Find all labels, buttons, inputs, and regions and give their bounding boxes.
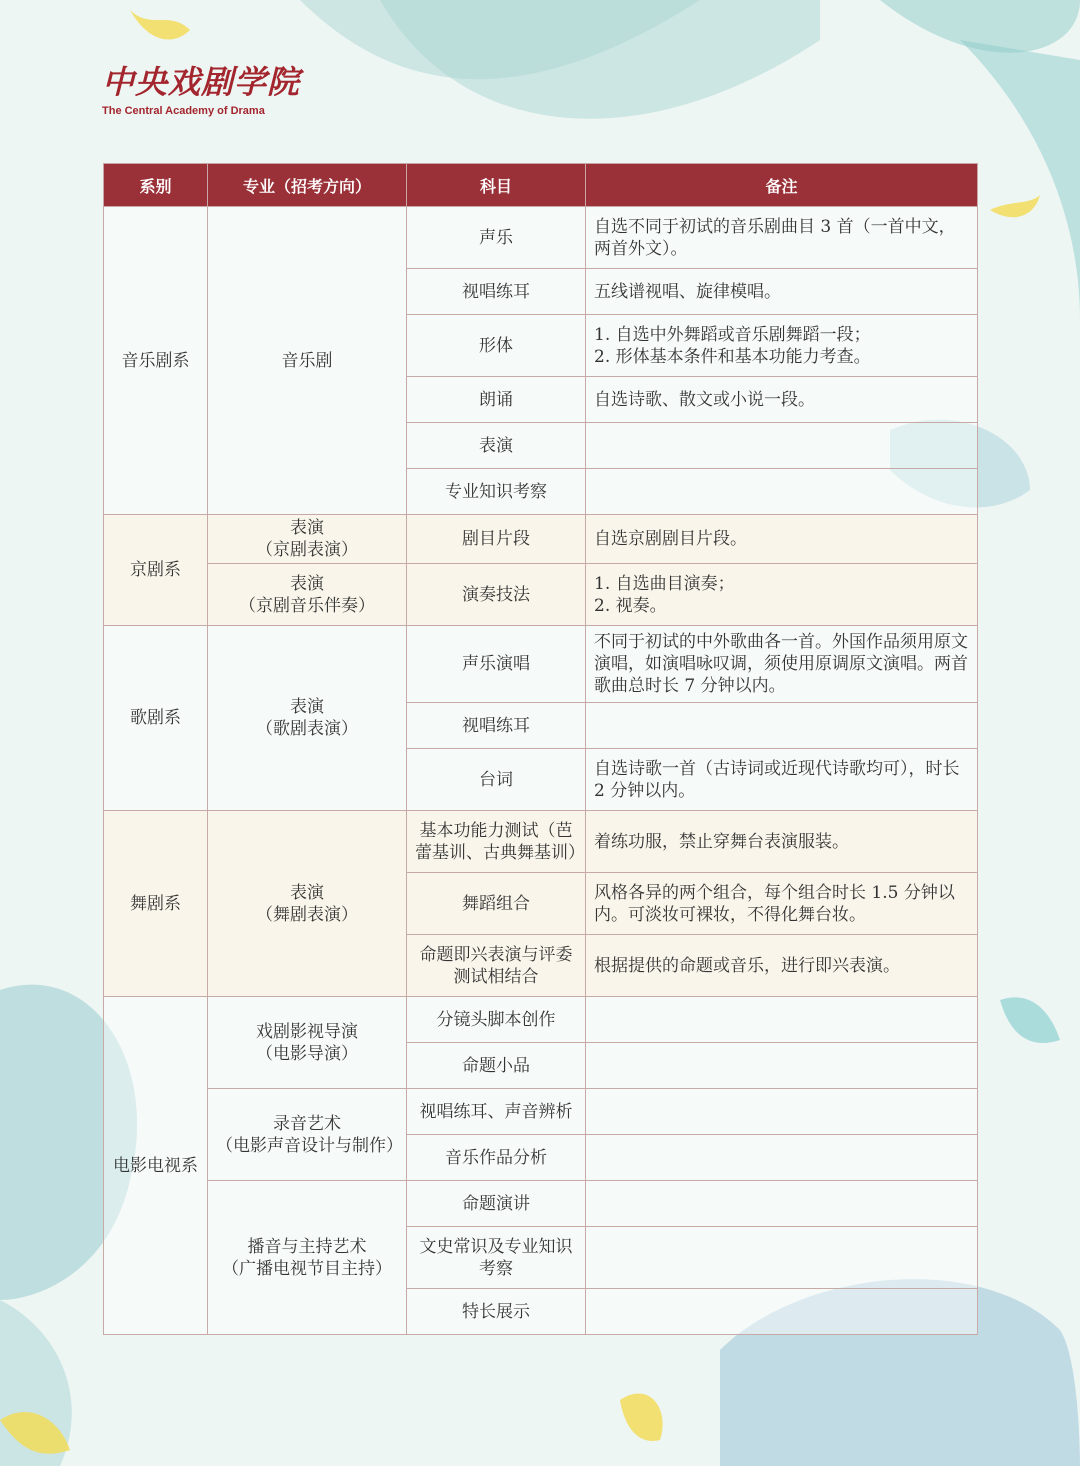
subject-cell: 命题演讲 (407, 1181, 586, 1227)
major-cell: 表演 （舞剧表演） (208, 811, 407, 997)
note-cell (586, 997, 978, 1043)
department-cell: 京剧系 (104, 515, 208, 626)
major-cell: 表演 （京剧音乐伴奏） (208, 564, 407, 626)
note-cell (586, 1043, 978, 1089)
department-cell: 音乐剧系 (104, 207, 208, 515)
header-department: 系别 (104, 164, 208, 207)
table-row (104, 515, 978, 564)
table-row (104, 1181, 978, 1227)
subject-cell: 舞蹈组合 (407, 873, 586, 935)
subject-cell: 文史常识及专业知识考察 (407, 1227, 586, 1289)
subject-cell: 视唱练耳 (407, 269, 586, 315)
table-header-row (104, 164, 978, 207)
department-cell: 歌剧系 (104, 626, 208, 811)
table-row (104, 1089, 978, 1135)
subject-cell: 音乐作品分析 (407, 1135, 586, 1181)
subject-cell: 分镜头脚本创作 (407, 997, 586, 1043)
table-row (104, 997, 978, 1043)
header-subject: 科目 (407, 164, 586, 207)
subject-cell: 剧目片段 (407, 515, 586, 564)
header-note: 备注 (586, 164, 978, 207)
note-cell (586, 703, 978, 749)
subject-cell: 视唱练耳 (407, 703, 586, 749)
major-cell: 表演 （京剧表演） (208, 515, 407, 564)
table-row (104, 564, 978, 626)
subject-cell: 声乐 (407, 207, 586, 269)
note-cell: 着练功服，禁止穿舞台表演服装。 (586, 811, 978, 873)
note-cell (586, 1089, 978, 1135)
major-cell: 播音与主持艺术 （广播电视节目主持） (208, 1181, 407, 1335)
logo-name-en: The Central Academy of Drama (102, 105, 265, 117)
note-cell (586, 469, 978, 515)
major-cell: 音乐剧 (208, 207, 407, 515)
subject-cell: 台词 (407, 749, 586, 811)
subject-cell: 命题小品 (407, 1043, 586, 1089)
table-row (104, 207, 978, 269)
subject-cell: 命题即兴表演与评委测试相结合 (407, 935, 586, 997)
note-cell: 根据提供的命题或音乐，进行即兴表演。 (586, 935, 978, 997)
note-cell (586, 1289, 978, 1335)
subject-cell: 演奏技法 (407, 564, 586, 626)
subject-cell: 声乐演唱 (407, 626, 586, 703)
note-cell (586, 1227, 978, 1289)
major-cell: 表演 （歌剧表演） (208, 626, 407, 811)
subject-cell: 表演 (407, 423, 586, 469)
exam-subjects-table (103, 163, 978, 1335)
note-cell (586, 1181, 978, 1227)
subject-cell: 朗诵 (407, 377, 586, 423)
note-cell: 五线谱视唱、旋律模唱。 (586, 269, 978, 315)
note-cell (586, 1135, 978, 1181)
note-cell (586, 423, 978, 469)
note-cell: 自选诗歌、散文或小说一段。 (586, 377, 978, 423)
note-cell: 1. 自选曲目演奏； 2. 视奏。 (586, 564, 978, 626)
note-cell: 不同于初试的中外歌曲各一首。外国作品须用原文演唱，如演唱咏叹调，须使用原调原文演唱。两首歌曲总时长 7 分钟以内。 (586, 626, 978, 703)
subject-cell: 基本功能力测试（芭蕾基训、古典舞基训） (407, 811, 586, 873)
header-major: 专业（招考方向） (208, 164, 407, 207)
subject-cell: 形体 (407, 315, 586, 377)
major-cell: 戏剧影视导演 （电影导演） (208, 997, 407, 1089)
subject-cell: 特长展示 (407, 1289, 586, 1335)
subject-cell: 视唱练耳、声音辨析 (407, 1089, 586, 1135)
note-cell: 自选诗歌一首（古诗词或近现代诗歌均可），时长 2 分钟以内。 (586, 749, 978, 811)
subject-cell: 专业知识考察 (407, 469, 586, 515)
note-cell: 自选京剧剧目片段。 (586, 515, 978, 564)
department-cell: 舞剧系 (104, 811, 208, 997)
note-cell: 风格各异的两个组合，每个组合时长 1.5 分钟以内。可淡妆可裸妆，不得化舞台妆。 (586, 873, 978, 935)
academy-logo (102, 60, 300, 118)
table-row (104, 626, 978, 703)
logo-name-cn: 中央戏剧学院 (102, 63, 301, 101)
table-row (104, 811, 978, 873)
note-cell: 自选不同于初试的音乐剧曲目 3 首（一首中文，两首外文）。 (586, 207, 978, 269)
department-cell: 电影电视系 (104, 997, 208, 1335)
note-cell: 1. 自选中外舞蹈或音乐剧舞蹈一段； 2. 形体基本条件和基本功能力考查。 (586, 315, 978, 377)
major-cell: 录音艺术 （电影声音设计与制作） (208, 1089, 407, 1181)
